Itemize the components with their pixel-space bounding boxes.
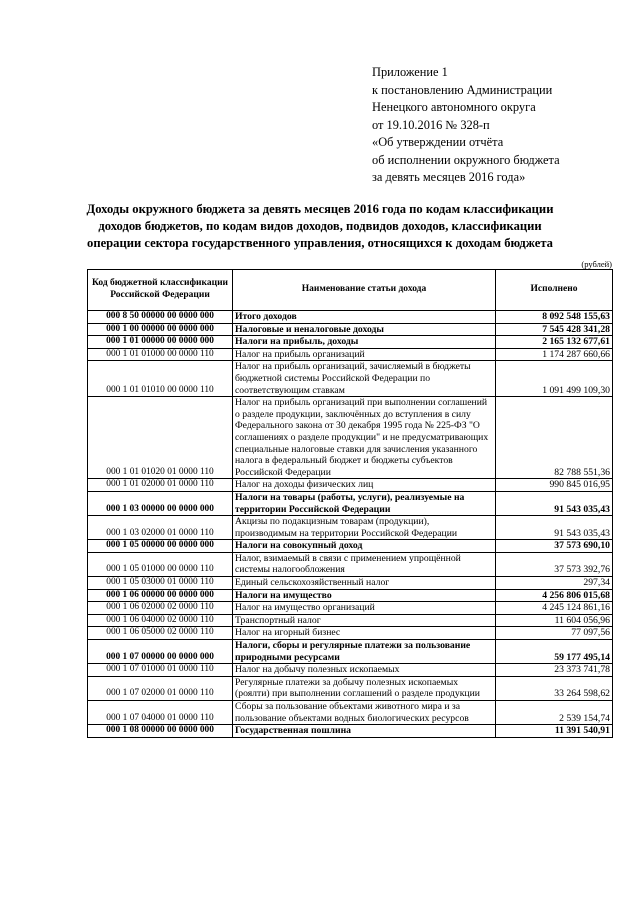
row-name: Итого доходов (233, 311, 496, 324)
row-value: 11 391 540,91 (496, 725, 613, 738)
table-row (88, 516, 613, 540)
row-name: Налог на прибыль организаций (233, 348, 496, 361)
row-value: 91 543 035,43 (496, 491, 613, 515)
row-name: Государственная пошлина (233, 725, 496, 738)
row-value: 59 177 495,14 (496, 640, 613, 664)
row-value: 297,34 (496, 577, 613, 590)
appendix-line: Ненецкого автономного округа (372, 100, 536, 114)
row-value: 37 573 690,10 (496, 540, 613, 553)
table-row (88, 664, 613, 677)
header-code: Код бюджетной классификации Российской Федерации (88, 270, 233, 311)
table-row (88, 701, 613, 725)
row-code: 000 1 07 01000 01 0000 110 (88, 664, 233, 677)
row-value: 8 092 548 155,63 (496, 311, 613, 324)
table-row (88, 725, 613, 738)
row-value: 82 788 551,36 (496, 397, 613, 479)
table-body (88, 311, 613, 738)
row-value: 7 545 428 341,28 (496, 323, 613, 336)
row-name: Налоги на товары (работы, услуги), реализуемые на территории Российской Федерации (233, 491, 496, 515)
table-header-row (88, 270, 613, 311)
row-name: Налоги на имущество (233, 589, 496, 602)
appendix-block (372, 64, 622, 187)
unit-note: (рублей) (581, 259, 612, 269)
row-code: 000 1 06 04000 02 0000 110 (88, 614, 233, 627)
row-value: 1 091 499 109,30 (496, 361, 613, 397)
row-name: Налог на игорный бизнес (233, 627, 496, 640)
row-code: 000 1 06 05000 02 0000 110 (88, 627, 233, 640)
appendix-line: к постановлению Администрации (372, 82, 553, 97)
appendix-line: за девять месяцев 2016 года» (372, 170, 526, 184)
row-value: 990 845 016,95 (496, 479, 613, 492)
header-value: Исполнено (496, 270, 613, 311)
table-row (88, 602, 613, 615)
row-code: 000 1 05 00000 00 0000 000 (88, 540, 233, 553)
row-value: 91 543 035,43 (496, 516, 613, 540)
row-name: Налоги на прибыль, доходы (233, 336, 496, 349)
row-code: 000 1 01 01010 00 0000 110 (88, 361, 233, 397)
row-name: Налоги на совокупный доход (233, 540, 496, 553)
row-name: Налог на прибыль организаций, зачисляемый в бюджеты бюджетной системы Российской Федерации по соответствующим ставкам (233, 361, 496, 397)
table-row (88, 540, 613, 553)
row-code: 000 1 07 02000 01 0000 110 (88, 676, 233, 700)
row-value: 37 573 392,76 (496, 552, 613, 576)
table-row (88, 627, 613, 640)
row-name: Единый сельскохозяйственный налог (233, 577, 496, 590)
row-code: 000 1 07 00000 00 0000 000 (88, 640, 233, 664)
row-value: 2 539 154,74 (496, 701, 613, 725)
row-value: 33 264 598,62 (496, 676, 613, 700)
row-value: 77 097,56 (496, 627, 613, 640)
table-row (88, 397, 613, 479)
table-row (88, 311, 613, 324)
row-name: Налоги, сборы и регулярные платежи за пользование природными ресурсами (233, 640, 496, 664)
row-name: Налог на имущество организаций (233, 602, 496, 615)
table-row (88, 676, 613, 700)
row-value: 1 174 287 660,66 (496, 348, 613, 361)
table-row (88, 640, 613, 664)
appendix-line: об исполнении окружного бюджета (372, 152, 560, 167)
row-code: 000 8 50 00000 00 0000 000 (88, 311, 233, 324)
header-name: Наименование статьи дохода (233, 270, 496, 311)
document-title: Доходы окружного бюджета за девять месяцев 2016 года по кодам классификации доходов бюджетов, по кодам видов доходов, подвидов доходов, классификации операции сектора государственного управления, относящихся к доходам бюджета (86, 202, 554, 250)
table-row (88, 491, 613, 515)
row-code: 000 1 07 04000 01 0000 110 (88, 701, 233, 725)
table-row (88, 614, 613, 627)
row-code: 000 1 03 00000 00 0000 000 (88, 491, 233, 515)
row-name: Налоговые и неналоговые доходы (233, 323, 496, 336)
row-value: 4 256 806 015,68 (496, 589, 613, 602)
row-code: 000 1 03 02000 01 0000 110 (88, 516, 233, 540)
row-code: 000 1 06 02000 02 0000 110 (88, 602, 233, 615)
row-name: Акцизы по подакцизным товарам (продукции), производимым на территории Российской Федерации (233, 516, 496, 540)
table-row (88, 479, 613, 492)
row-name: Транспортный налог (233, 614, 496, 627)
table-row (88, 361, 613, 397)
table-row (88, 589, 613, 602)
row-name: Налог на доходы физических лиц (233, 479, 496, 492)
row-code: 000 1 06 00000 00 0000 000 (88, 589, 233, 602)
row-value: 23 373 741,78 (496, 664, 613, 677)
income-table (87, 269, 613, 738)
row-name: Налог на прибыль организаций при выполнении соглашений о разделе продукции, заключённых до вступления в силу Федерального закона от 30 декабря 1995 года № 225-ФЗ "О соглашениях о разделе продукции" и не предусматривающих специальные налоговые ставки для зачисления указанного налога в федеральный бюджет и бюджеты субъектов Российской Федерации (233, 397, 496, 479)
row-code: 000 1 01 02000 01 0000 110 (88, 479, 233, 492)
row-value: 11 604 056,96 (496, 614, 613, 627)
table-row (88, 323, 613, 336)
table-row (88, 348, 613, 361)
row-code: 000 1 05 01000 00 0000 110 (88, 552, 233, 576)
row-value: 4 245 124 861,16 (496, 602, 613, 615)
row-name: Налог на добычу полезных ископаемых (233, 664, 496, 677)
row-code: 000 1 00 00000 00 0000 000 (88, 323, 233, 336)
table-row (88, 336, 613, 349)
table-row (88, 577, 613, 590)
row-name: Сборы за пользование объектами животного мира и за пользование объектами водных биологических ресурсов (233, 701, 496, 725)
row-value: 2 165 132 677,61 (496, 336, 613, 349)
row-code: 000 1 08 00000 00 0000 000 (88, 725, 233, 738)
appendix-line: «Об утверждении отчёта (372, 135, 504, 149)
row-code: 000 1 01 01000 00 0000 110 (88, 348, 233, 361)
appendix-line: от 19.10.2016 № 328-п (372, 117, 490, 132)
row-name: Регулярные платежи за добычу полезных ископаемых (роялти) при выполнении соглашений о разделе продукции (233, 676, 496, 700)
row-code: 000 1 01 00000 00 0000 000 (88, 336, 233, 349)
row-code: 000 1 05 03000 01 0000 110 (88, 577, 233, 590)
row-code: 000 1 01 01020 01 0000 110 (88, 397, 233, 479)
table-row (88, 552, 613, 576)
row-name: Налог, взимаемый в связи с применением упрощённой системы налогообложения (233, 552, 496, 576)
appendix-line: Приложение 1 (372, 65, 448, 79)
